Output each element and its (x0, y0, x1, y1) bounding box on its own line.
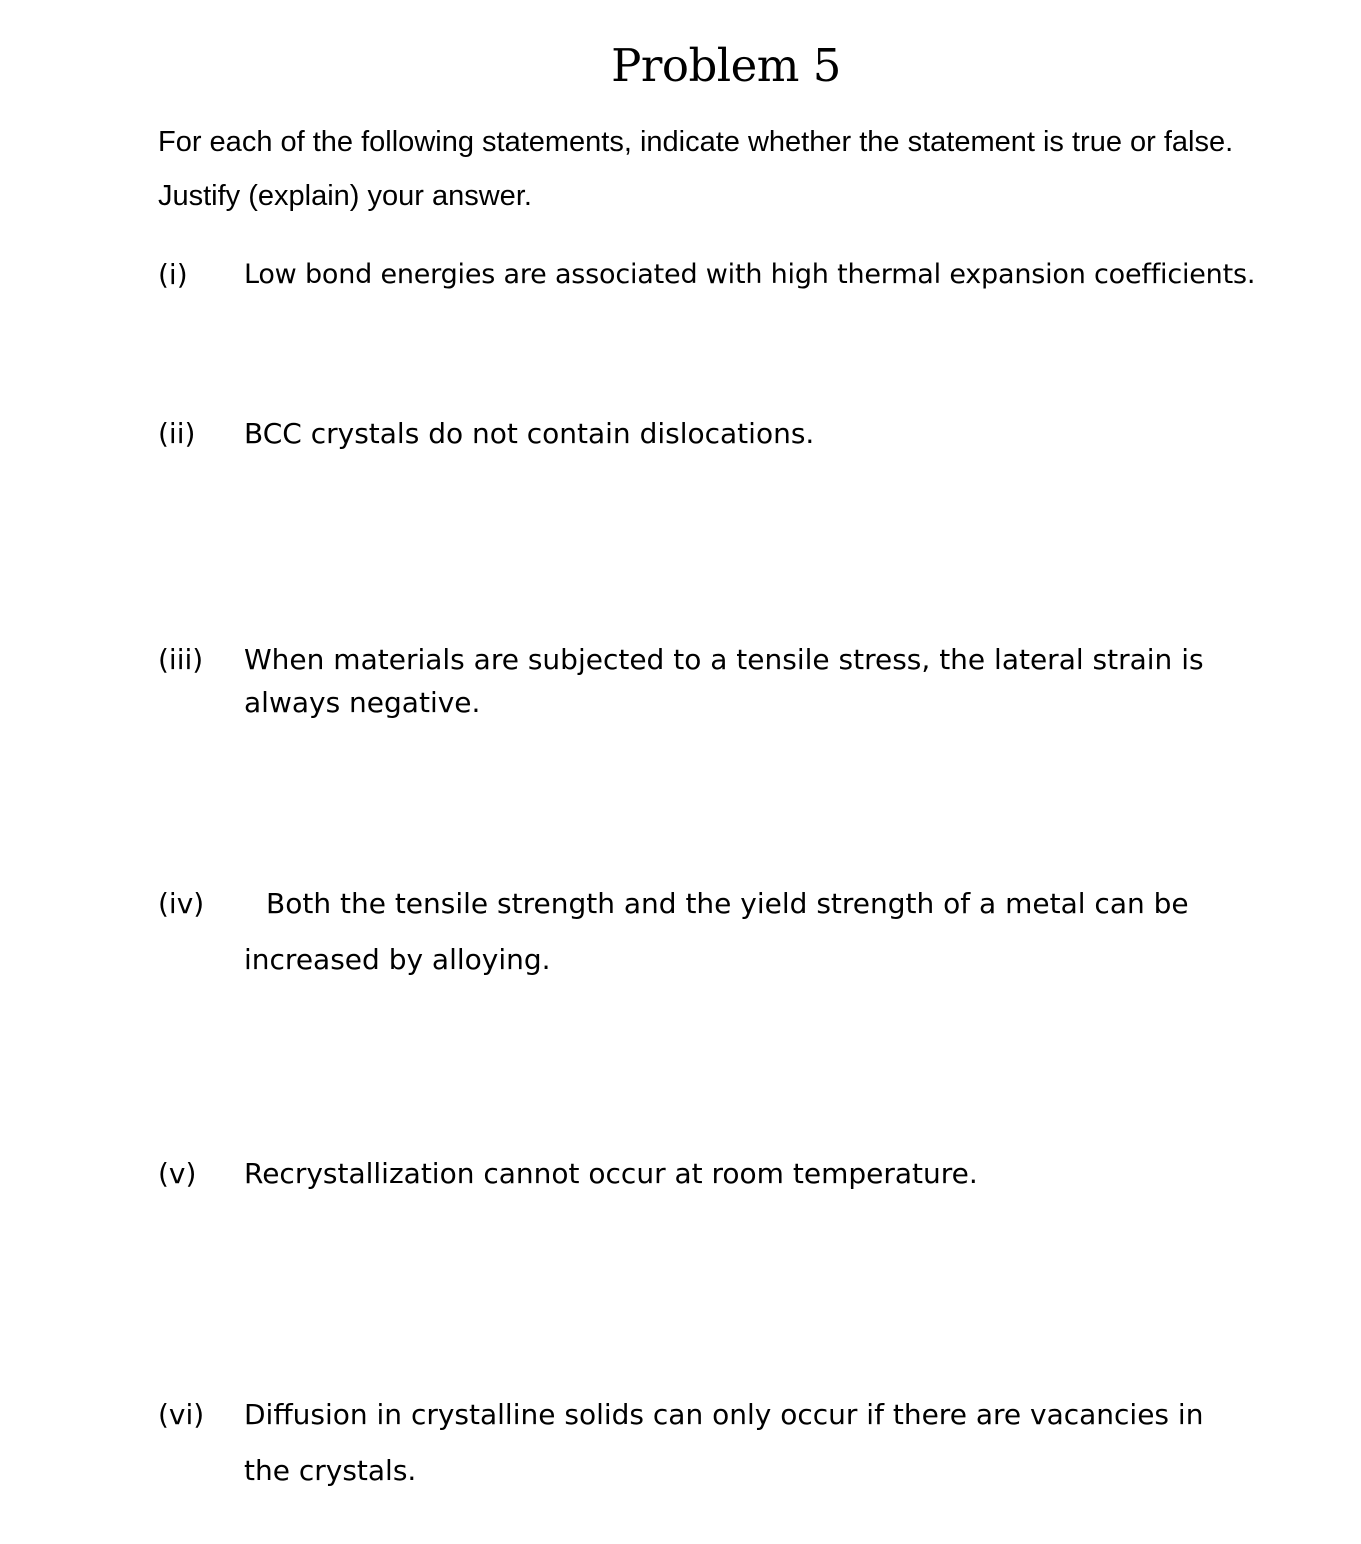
statement-4-text-line-2: increased by alloying. (244, 943, 551, 976)
statement-1-text: Low bond energies are associated with high thermal expansion coefficients. (244, 259, 1256, 290)
statement-2-text: BCC crystals do not contain dislocations. (244, 417, 815, 450)
page-title: Problem 5 (611, 39, 841, 92)
statement-6-text-line-1: Diffusion in crystalline solids can only occur if there are vacancies in (244, 1398, 1204, 1431)
statement-3-number: (iii) (158, 643, 204, 676)
statement-5-number: (v) (158, 1157, 197, 1190)
statement-6-number: (vi) (158, 1398, 205, 1431)
statement-4-number: (iv) (158, 887, 205, 920)
statement-4-text-line-1: Both the tensile strength and the yield strength of a metal can be (266, 887, 1189, 920)
statement-6-text-line-2: the crystals. (244, 1454, 417, 1487)
statement-2-number: (ii) (158, 417, 196, 450)
statement-3-text-line-2: always negative. (244, 686, 481, 719)
statement-5-text: Recrystallization cannot occur at room temperature. (244, 1157, 978, 1190)
instructions-line-2: Justify (explain) your answer. (158, 180, 532, 212)
statement-1-number: (i) (158, 258, 188, 291)
instructions-line-1: For each of the following statements, indicate whether the statement is true or false. (158, 126, 1234, 158)
statement-3-text-line-1: When materials are subjected to a tensile stress, the lateral strain is (244, 643, 1204, 676)
